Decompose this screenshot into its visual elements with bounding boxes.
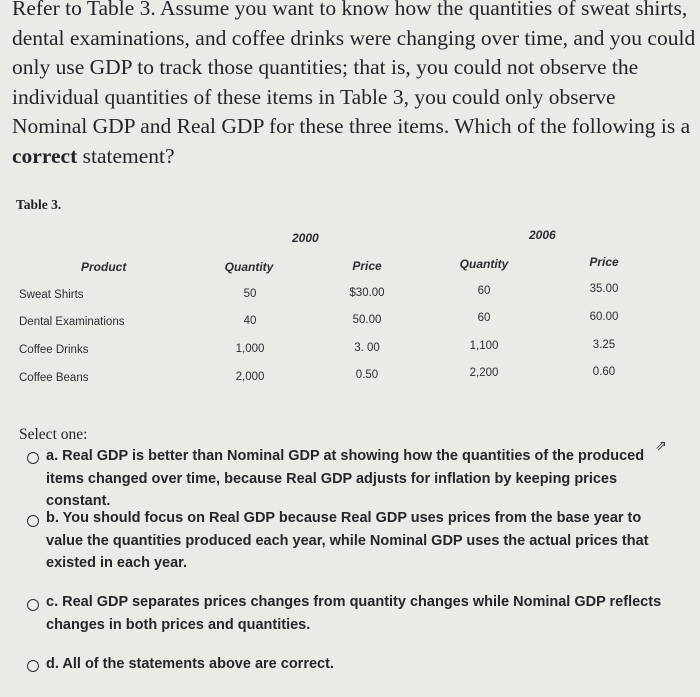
question-text: [12, 0, 696, 171]
option-b-radio[interactable]: [27, 515, 39, 527]
row-quantity-2006: 60: [477, 285, 491, 297]
row-quantity-2000: 1,000: [235, 343, 265, 355]
option-b-letter: b.: [46, 510, 59, 526]
option-c-text: Real GDP separates prices changes from quantity changes while Nominal GDP reflects changes in both prices and quantities.: [46, 594, 662, 633]
row-price-2000: 3. 00: [354, 342, 380, 354]
row-quantity-2006: 2,200: [469, 367, 499, 379]
year-2000-header: 2000: [292, 231, 319, 245]
row-price-2006: 3.25: [592, 339, 616, 351]
row-product: Dental Examinations: [19, 316, 125, 328]
row-price-2006: 0.60: [592, 366, 616, 378]
row-quantity-2006: 1,100: [469, 340, 499, 352]
row-price-2000: $30.00: [349, 287, 385, 299]
header-price-2006: Price: [589, 255, 619, 269]
option-d[interactable]: [46, 653, 666, 676]
row-product: Sweat Shirts: [19, 289, 84, 301]
header-product: Product: [81, 260, 127, 274]
row-product: Coffee Drinks: [19, 344, 89, 356]
option-a-radio[interactable]: [27, 452, 39, 464]
option-b-text: You should focus on Real GDP because Real GDP uses prices from the base year to value the quantities produced each year, while Nominal GDP uses the actual prices that existed in each year.: [46, 510, 649, 571]
row-quantity-2000: 50: [243, 288, 257, 300]
header-quantity-2000: Quantity: [224, 260, 274, 274]
year-2006-header: 2006: [529, 228, 556, 242]
row-price-2000: 50.00: [352, 314, 382, 326]
option-a-letter: a.: [46, 448, 59, 464]
option-a[interactable]: [46, 445, 676, 513]
option-c-letter: c.: [46, 594, 59, 610]
option-c[interactable]: [46, 591, 666, 636]
row-price-2006: 35.00: [589, 283, 619, 295]
mouse-cursor-icon: ⇗: [655, 438, 667, 454]
option-d-letter: d.: [46, 656, 59, 672]
row-product: Coffee Beans: [19, 372, 89, 384]
question-part2: statement?: [77, 143, 175, 168]
select-one-label: Select one:: [19, 426, 88, 443]
option-c-radio[interactable]: [27, 599, 39, 611]
row-quantity-2000: 2,000: [235, 371, 265, 383]
question-bold: correct: [12, 143, 78, 168]
question-part1: Refer to Table 3. Assume you want to know how the quantities of sweat shirts, dental examinations, and coffee drinks were changing over time, and you could only use GDP to track those quantities; that is, you could not observe the individual quantities of these items in Table 3, you could only observe Nominal GDP and Real GDP for these three items. Which of the following is a: [12, 0, 696, 138]
option-d-text: All of the statements above are correct.: [62, 656, 334, 672]
table-caption: Table 3.: [16, 197, 62, 212]
row-quantity-2000: 40: [243, 315, 257, 327]
row-quantity-2006: 60: [477, 312, 491, 324]
row-price-2000: 0.50: [355, 369, 379, 381]
option-a-text: Real GDP is better than Nominal GDP at showing how the quantities of the produced items changed over time, because Real GDP adjusts for inflation by keeping prices constant.: [46, 448, 645, 509]
header-price-2000: Price: [352, 259, 382, 273]
header-quantity-2006: Quantity: [459, 257, 509, 271]
row-price-2006: 60.00: [589, 311, 619, 323]
option-b[interactable]: [46, 507, 682, 575]
option-d-radio[interactable]: [27, 660, 39, 672]
